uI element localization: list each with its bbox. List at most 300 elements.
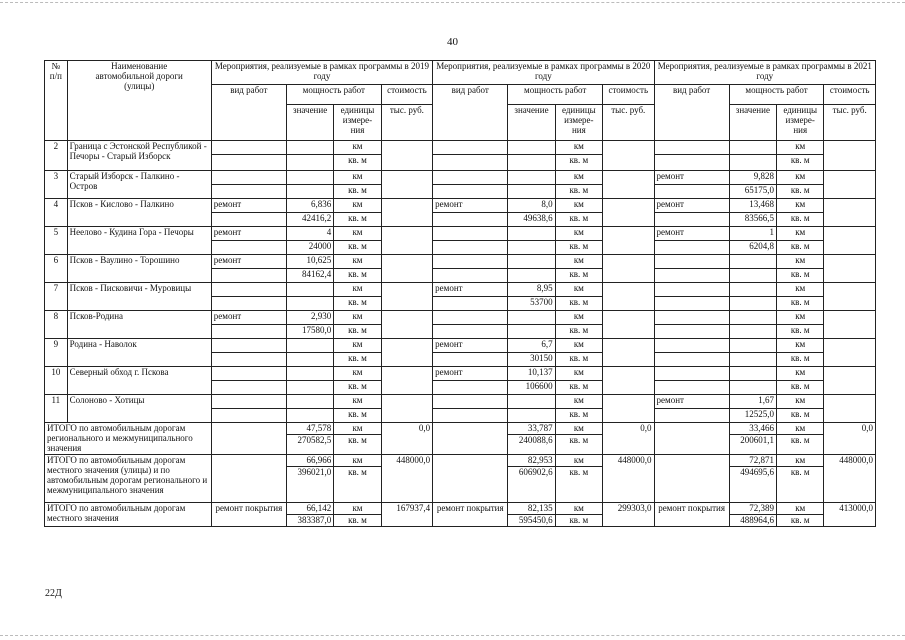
work-type-cell <box>211 325 286 339</box>
cost-cell <box>603 141 655 171</box>
unit-sqm: кв. м <box>334 185 381 199</box>
unit-km: км <box>777 423 824 435</box>
work-type-cell <box>654 381 729 395</box>
cost-cell <box>824 199 876 227</box>
unit-sqm: кв. м <box>334 381 381 395</box>
area-value <box>508 185 555 199</box>
cost-cell <box>824 171 876 199</box>
header-unit: единицы измере- ния <box>334 105 381 141</box>
unit-km: км <box>555 311 602 325</box>
cost-cell <box>603 339 655 367</box>
work-type-cell <box>211 381 286 395</box>
work-type-cell <box>654 409 729 423</box>
unit-km: км <box>334 311 381 325</box>
area-value <box>508 409 555 423</box>
header-capacity: мощность работ <box>729 85 824 105</box>
unit-sqm: кв. м <box>334 353 381 367</box>
work-type-cell <box>433 353 508 367</box>
length-value <box>508 171 555 185</box>
road-name: Солоново - Хотицы <box>67 395 211 423</box>
area-value: 84162,4 <box>286 269 333 283</box>
totals-label: ИТОГО по автомобильным дорогам местного значения <box>45 503 212 527</box>
unit-km: км <box>334 455 381 467</box>
totals-row <box>45 455 876 467</box>
header-unit: единицы измере- ния <box>555 105 602 141</box>
cost-cell <box>603 395 655 423</box>
unit-sqm: кв. м <box>334 467 381 503</box>
header-cost-unit: тыс. руб. <box>381 105 433 141</box>
cost-cell <box>603 283 655 311</box>
work-type-cell <box>654 297 729 311</box>
unit-km: км <box>334 227 381 241</box>
work-type-cell <box>211 409 286 423</box>
table-row <box>45 141 876 155</box>
unit-km: км <box>777 367 824 381</box>
unit-sqm: кв. м <box>555 467 602 503</box>
header-cost-unit: тыс. руб. <box>824 105 876 141</box>
header-road-name: Наименование автомобильной дороги (улицы) <box>67 61 211 141</box>
header-num: № п/п <box>45 61 68 141</box>
work-type-cell: ремонт <box>654 199 729 213</box>
work-type-cell: ремонт <box>654 171 729 185</box>
length-value: 10,625 <box>286 255 333 269</box>
unit-sqm: кв. м <box>555 409 602 423</box>
length-value: 1,67 <box>729 395 776 409</box>
area-value: 488964,6 <box>729 515 776 527</box>
work-type-cell <box>654 423 729 455</box>
cost-cell <box>381 255 433 283</box>
work-type-cell <box>211 367 286 381</box>
cost-cell <box>381 367 433 395</box>
length-value <box>286 141 333 155</box>
length-value <box>729 367 776 381</box>
work-type-cell <box>654 269 729 283</box>
header-work-type: вид работ <box>433 85 508 141</box>
unit-sqm: кв. м <box>555 269 602 283</box>
table-row <box>45 227 876 241</box>
area-value <box>508 155 555 171</box>
length-value <box>286 283 333 297</box>
area-value: 42416,2 <box>286 213 333 227</box>
length-value: 8,95 <box>508 283 555 297</box>
length-value <box>729 311 776 325</box>
unit-km: км <box>777 311 824 325</box>
header-capacity: мощность работ <box>508 85 603 105</box>
unit-km: км <box>777 255 824 269</box>
cost-value: 0,0 <box>603 423 655 455</box>
work-type-cell <box>433 155 508 171</box>
work-type-cell: ремонт покрытия <box>211 503 286 527</box>
cost-cell <box>381 311 433 339</box>
header-year-2021: Мероприятия, реализуемые в рамках программы в 2021 году <box>654 61 875 85</box>
road-name: Псков - Писковичи - Муровицы <box>67 283 211 311</box>
row-number: 10 <box>45 367 68 395</box>
length-value: 4 <box>286 227 333 241</box>
work-type-cell: ремонт покрытия <box>654 503 729 527</box>
area-value <box>729 353 776 367</box>
length-value <box>729 141 776 155</box>
unit-sqm: кв. м <box>555 435 602 455</box>
unit-km: км <box>555 455 602 467</box>
work-type-cell <box>211 141 286 155</box>
page-number: 40 <box>447 36 458 48</box>
unit-km: км <box>777 283 824 297</box>
footer-code: 22Д <box>45 588 62 599</box>
length-value: 8,0 <box>508 199 555 213</box>
area-value <box>729 269 776 283</box>
work-type-cell <box>654 213 729 227</box>
unit-km: км <box>555 395 602 409</box>
work-type-cell <box>433 255 508 269</box>
work-type-cell: ремонт <box>433 367 508 381</box>
work-type-cell <box>211 171 286 185</box>
road-name: Псков-Родина <box>67 311 211 339</box>
unit-sqm: кв. м <box>777 409 824 423</box>
work-type-cell <box>433 185 508 199</box>
cost-cell <box>824 283 876 311</box>
work-type-cell <box>433 395 508 409</box>
work-type-cell <box>211 213 286 227</box>
totals-row <box>45 503 876 515</box>
area-value: 606902,6 <box>508 467 555 503</box>
unit-sqm: кв. м <box>555 213 602 227</box>
work-type-cell: ремонт <box>211 199 286 213</box>
row-number: 3 <box>45 171 68 199</box>
length-value <box>286 339 333 353</box>
unit-km: км <box>777 199 824 213</box>
unit-sqm: кв. м <box>334 269 381 283</box>
length-value <box>729 283 776 297</box>
length-value: 72,871 <box>729 455 776 467</box>
unit-sqm: кв. м <box>777 269 824 283</box>
row-number: 9 <box>45 339 68 367</box>
length-value: 72,389 <box>729 503 776 515</box>
length-value: 33,787 <box>508 423 555 435</box>
road-name: Неелово - Кудина Гора - Печоры <box>67 227 211 255</box>
unit-sqm: кв. м <box>777 381 824 395</box>
unit-km: км <box>555 227 602 241</box>
cost-value: 448000,0 <box>381 455 433 503</box>
work-type-cell <box>211 395 286 409</box>
work-type-cell <box>211 269 286 283</box>
unit-km: км <box>555 423 602 435</box>
work-type-cell <box>433 171 508 185</box>
table-row <box>45 283 876 297</box>
length-value: 13,468 <box>729 199 776 213</box>
unit-sqm: кв. м <box>555 185 602 199</box>
unit-km: км <box>334 423 381 435</box>
length-value <box>729 255 776 269</box>
length-value <box>508 141 555 155</box>
work-type-cell: ремонт <box>433 339 508 353</box>
area-value <box>729 381 776 395</box>
road-name: Родина - Наволок <box>67 339 211 367</box>
unit-sqm: кв. м <box>777 515 824 527</box>
cost-cell <box>824 339 876 367</box>
cost-cell <box>824 311 876 339</box>
unit-sqm: кв. м <box>777 213 824 227</box>
totals-label: ИТОГО по автомобильным дорогам регионального и межмуниципального значения <box>45 423 212 455</box>
area-value: 30150 <box>508 353 555 367</box>
row-number: 7 <box>45 283 68 311</box>
unit-sqm: кв. м <box>334 325 381 339</box>
unit-km: км <box>334 255 381 269</box>
unit-km: км <box>555 367 602 381</box>
length-value: 66,142 <box>286 503 333 515</box>
work-type-cell <box>433 269 508 283</box>
unit-km: км <box>777 339 824 353</box>
unit-sqm: кв. м <box>555 381 602 395</box>
area-value <box>286 353 333 367</box>
work-type-cell <box>654 339 729 353</box>
area-value <box>508 241 555 255</box>
area-value <box>508 325 555 339</box>
area-value: 106600 <box>508 381 555 395</box>
work-type-cell <box>433 227 508 241</box>
area-value: 24000 <box>286 241 333 255</box>
cost-value: 448000,0 <box>824 455 876 503</box>
roads-program-table <box>44 60 876 527</box>
length-value: 6,7 <box>508 339 555 353</box>
unit-km: км <box>777 171 824 185</box>
work-type-cell <box>433 213 508 227</box>
length-value: 82,135 <box>508 503 555 515</box>
unit-km: км <box>777 141 824 155</box>
header-work-type: вид работ <box>654 85 729 141</box>
unit-km: км <box>777 395 824 409</box>
header-work-type: вид работ <box>211 85 286 141</box>
cost-cell <box>381 141 433 171</box>
cost-cell <box>381 171 433 199</box>
area-value: 270582,5 <box>286 435 333 455</box>
table-row <box>45 339 876 353</box>
cost-cell <box>824 395 876 423</box>
cost-cell <box>603 227 655 255</box>
work-type-cell <box>211 423 286 455</box>
work-type-cell: ремонт <box>211 227 286 241</box>
unit-km: км <box>555 283 602 297</box>
header-year-2020: Мероприятия, реализуемые в рамках программы в 2020 году <box>433 61 654 85</box>
length-value: 9,828 <box>729 171 776 185</box>
area-value <box>286 381 333 395</box>
cost-cell <box>603 199 655 227</box>
unit-sqm: кв. м <box>777 155 824 171</box>
table-row <box>45 199 876 213</box>
work-type-cell <box>433 141 508 155</box>
cost-cell <box>381 227 433 255</box>
header-year-2019: Мероприятия, реализуемые в рамках программы в 2019 году <box>211 61 432 85</box>
area-value: 396021,0 <box>286 467 333 503</box>
unit-sqm: кв. м <box>555 297 602 311</box>
unit-km: км <box>334 199 381 213</box>
work-type-cell <box>211 353 286 367</box>
cost-value: 0,0 <box>824 423 876 455</box>
unit-sqm: кв. м <box>555 353 602 367</box>
length-value: 33,466 <box>729 423 776 435</box>
area-value <box>286 155 333 171</box>
work-type-cell <box>211 339 286 353</box>
area-value: 200601,1 <box>729 435 776 455</box>
work-type-cell <box>211 283 286 297</box>
unit-sqm: кв. м <box>334 297 381 311</box>
work-type-cell: ремонт <box>433 283 508 297</box>
work-type-cell <box>654 311 729 325</box>
area-value <box>286 185 333 199</box>
length-value <box>508 255 555 269</box>
cost-cell <box>603 255 655 283</box>
work-type-cell <box>654 283 729 297</box>
unit-sqm: кв. м <box>555 515 602 527</box>
work-type-cell <box>654 353 729 367</box>
unit-sqm: кв. м <box>777 297 824 311</box>
road-name: Северный обход г. Пскова <box>67 367 211 395</box>
length-value <box>508 395 555 409</box>
length-value <box>286 395 333 409</box>
unit-sqm: кв. м <box>777 241 824 255</box>
header-value: значение <box>508 105 555 141</box>
unit-km: км <box>777 227 824 241</box>
work-type-cell: ремонт покрытия <box>433 503 508 527</box>
cost-cell <box>824 255 876 283</box>
totals-row <box>45 423 876 435</box>
unit-km: км <box>777 503 824 515</box>
unit-sqm: кв. м <box>334 241 381 255</box>
road-name: Псков - Ваулино - Торошино <box>67 255 211 283</box>
work-type-cell <box>211 455 286 503</box>
work-type-cell <box>211 241 286 255</box>
unit-km: км <box>334 503 381 515</box>
work-type-cell <box>654 241 729 255</box>
unit-km: км <box>334 171 381 185</box>
work-type-cell <box>433 297 508 311</box>
unit-km: км <box>555 503 602 515</box>
table-row <box>45 367 876 381</box>
work-type-cell <box>654 141 729 155</box>
work-type-cell <box>433 325 508 339</box>
length-value <box>729 339 776 353</box>
unit-sqm: кв. м <box>777 325 824 339</box>
cost-value: 413000,0 <box>824 503 876 527</box>
unit-sqm: кв. м <box>334 155 381 171</box>
work-type-cell <box>433 381 508 395</box>
work-type-cell <box>433 423 508 455</box>
unit-sqm: кв. м <box>555 241 602 255</box>
unit-km: км <box>334 283 381 297</box>
header-capacity: мощность работ <box>286 85 381 105</box>
unit-km: км <box>777 455 824 467</box>
unit-km: км <box>334 339 381 353</box>
area-value: 595450,6 <box>508 515 555 527</box>
length-value <box>508 311 555 325</box>
length-value: 1 <box>729 227 776 241</box>
cost-cell <box>381 339 433 367</box>
cost-value: 299303,0 <box>603 503 655 527</box>
row-number: 6 <box>45 255 68 283</box>
header-value: значение <box>729 105 776 141</box>
unit-sqm: кв. м <box>777 185 824 199</box>
scan-edge-top <box>0 2 905 3</box>
work-type-cell <box>654 367 729 381</box>
unit-sqm: кв. м <box>334 435 381 455</box>
length-value: 10,137 <box>508 367 555 381</box>
work-type-cell <box>211 297 286 311</box>
table-row <box>45 171 876 185</box>
cost-cell <box>824 141 876 171</box>
length-value: 82,953 <box>508 455 555 467</box>
area-value: 83566,5 <box>729 213 776 227</box>
work-type-cell <box>654 155 729 171</box>
work-type-cell <box>211 155 286 171</box>
cost-cell <box>603 311 655 339</box>
cost-cell <box>824 227 876 255</box>
area-value: 65175,0 <box>729 185 776 199</box>
area-value: 17580,0 <box>286 325 333 339</box>
row-number: 2 <box>45 141 68 171</box>
unit-sqm: кв. м <box>777 353 824 367</box>
table-row <box>45 255 876 269</box>
header-value: значение <box>286 105 333 141</box>
work-type-cell: ремонт <box>433 199 508 213</box>
unit-sqm: кв. м <box>555 155 602 171</box>
length-value: 2,930 <box>286 311 333 325</box>
cost-value: 0,0 <box>381 423 433 455</box>
unit-km: км <box>555 339 602 353</box>
work-type-cell <box>654 325 729 339</box>
unit-km: км <box>555 255 602 269</box>
road-name: Старый Изборск - Палкино - Остров <box>67 171 211 199</box>
work-type-cell <box>654 255 729 269</box>
work-type-cell: ремонт <box>211 311 286 325</box>
area-value: 6204,8 <box>729 241 776 255</box>
row-number: 11 <box>45 395 68 423</box>
cost-cell <box>381 283 433 311</box>
cost-cell <box>603 171 655 199</box>
area-value: 49638,6 <box>508 213 555 227</box>
unit-km: км <box>555 171 602 185</box>
area-value <box>508 269 555 283</box>
unit-sqm: кв. м <box>777 467 824 503</box>
length-value: 6,836 <box>286 199 333 213</box>
area-value: 12525,0 <box>729 409 776 423</box>
length-value: 66,966 <box>286 455 333 467</box>
row-number: 8 <box>45 311 68 339</box>
work-type-cell <box>433 311 508 325</box>
length-value: 47,578 <box>286 423 333 435</box>
work-type-cell: ремонт <box>654 395 729 409</box>
unit-km: км <box>555 199 602 213</box>
cost-cell <box>603 367 655 395</box>
area-value <box>729 155 776 171</box>
unit-km: км <box>334 395 381 409</box>
cost-value: 448000,0 <box>603 455 655 503</box>
length-value <box>508 227 555 241</box>
cost-cell <box>824 367 876 395</box>
header-cost: стоимость <box>603 85 655 105</box>
unit-km: км <box>334 141 381 155</box>
area-value <box>729 325 776 339</box>
work-type-cell <box>433 409 508 423</box>
area-value <box>286 409 333 423</box>
area-value: 383387,0 <box>286 515 333 527</box>
cost-cell <box>381 395 433 423</box>
table-row <box>45 395 876 409</box>
work-type-cell <box>433 455 508 503</box>
length-value <box>286 171 333 185</box>
totals-label: ИТОГО по автомобильным дорогам местного значения (улицы) и по автомобильным дорогам регионального и межмуниципального значения <box>45 455 212 503</box>
cost-value: 167937,4 <box>381 503 433 527</box>
header-unit: единицы измере- ния <box>777 105 824 141</box>
area-value: 494695,6 <box>729 467 776 503</box>
